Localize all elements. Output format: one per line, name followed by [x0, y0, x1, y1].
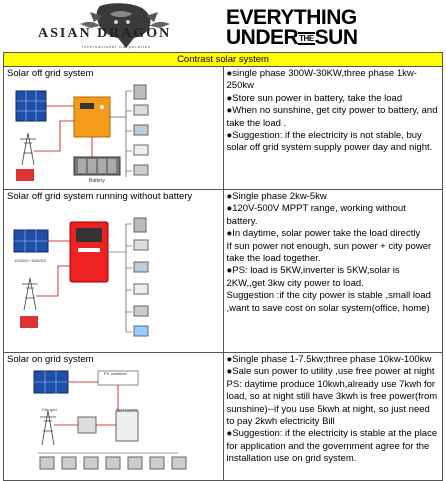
off-grid-no-battery-diagram: [8, 216, 192, 346]
monitor-icon: [134, 125, 148, 135]
everything-under-the-sun-logo: [226, 6, 436, 50]
monitor-icon: [134, 262, 148, 272]
solar-panel-icon: [16, 91, 46, 121]
asian-dragon-wordmark: ASIAN DRAGON: [38, 26, 172, 41]
inverter-icon: [74, 97, 110, 137]
grid-inverter-label: Grid inverter: [116, 407, 139, 412]
appliance-icon: [134, 284, 148, 294]
table-row: [4, 67, 443, 190]
appliance-row: [40, 457, 186, 469]
inverter-icon: [70, 222, 108, 282]
description-cell: [223, 67, 443, 190]
pv-range-label: 120VDC~500VDC: [14, 258, 47, 263]
description: ●single phase 300W-30KW,three phase 1kw-250kw ●Store sun power in battery, take the load ●When no sunshine, get city power to battery, and take the load . ●Suggestion: if the electricity is not stable, buy solar off grid system supply power day and night.: [226, 68, 438, 154]
laptop-icon: [134, 165, 148, 175]
description: ●Single phase 1-7.5kw;three phase 10kw-100kw ●Sale sun power to utility ,use free power at night PS: daytime produce 10kwh,already use 7kwh for load, so at night still have 3kwh is free power(from sunshine)--if you use 5kwh at night, so just need to pay 2kwh electricity Bill ●Suggestion: if the electricity is stable at the place for application and the government agree for the installation use on grid system.: [226, 354, 438, 465]
tv-icon: [134, 105, 148, 115]
pv-combiner-label: PV combiner: [104, 371, 127, 376]
system-cell: [4, 190, 224, 353]
solar-panel-icon: [34, 371, 68, 393]
system-name: Solar off grid system: [7, 68, 94, 79]
aircon-icon: [134, 326, 148, 336]
city-grid-label: City grid: [42, 407, 57, 412]
fridge-icon: [134, 85, 146, 99]
battery-label: Battery: [89, 178, 105, 184]
page-header: [0, 0, 446, 52]
laptop-icon: [134, 306, 148, 316]
fridge-icon: [134, 218, 146, 232]
description-cell: [223, 190, 443, 353]
tv-icon: [134, 240, 148, 250]
table-row: [4, 190, 443, 353]
asian-dragon-logo: [30, 2, 215, 50]
table-title-row: [4, 53, 443, 67]
appliance-icon: [134, 145, 148, 155]
battery-icon: [74, 157, 120, 175]
generator-icon: [16, 169, 34, 181]
logo-line-2: UNDERTHESUN: [226, 26, 358, 49]
table-row: [4, 353, 443, 481]
description-cell: [223, 353, 443, 481]
description: ●Single phase 2kw-5kw ●120V-500V MPPT range, working without battery. ●In daytime, solar power take the load directly If sun power not enough, sun power + city power take the load together. ●PS: load is 5KW,inverter is 5KW,solar is 2KW,,get 3kw city power to load. Suggestion :if the city power is stable ,small load ,want to save cost on solar system(office, home): [226, 191, 432, 314]
logo-line-1: EVERYTHING: [226, 6, 357, 29]
system-cell: [4, 67, 224, 190]
system-cell: [4, 353, 224, 481]
on-grid-diagram: [8, 367, 192, 477]
power-pylon-icon: [20, 133, 36, 165]
generator-icon: [20, 316, 38, 328]
solar-comparison-table: [3, 52, 443, 481]
power-pylon-icon: [40, 411, 56, 445]
grid-inverter-icon: [116, 411, 138, 441]
system-name: Solar off grid system running without battery: [7, 191, 193, 202]
off-grid-diagram: [8, 81, 192, 187]
solar-panel-icon: [14, 230, 48, 252]
table-title: Contrast solar system: [4, 53, 443, 67]
power-pylon-icon: [22, 278, 38, 310]
asian-dragon-subtitle: International Corporation: [82, 44, 152, 49]
meter-icon: [78, 417, 96, 433]
system-name: Solar on grid system: [7, 354, 94, 365]
